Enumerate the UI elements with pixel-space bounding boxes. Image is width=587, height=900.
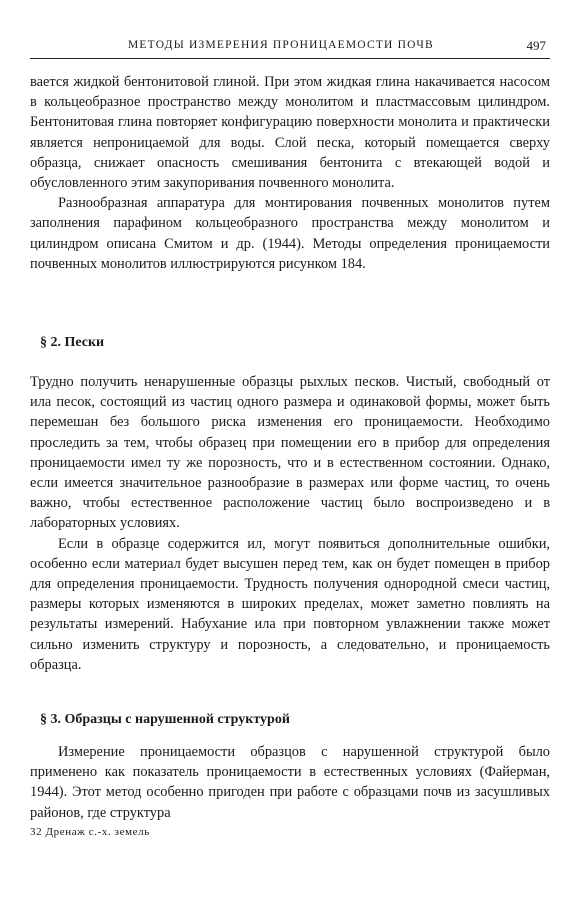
paragraph-disturbed-1: Измерение проницаемости образцов с нарушенной структурой было применено как показатель проницаемости в естественных условиях (Файерман, 1944). Этот метод особенно пригоден при работе с образцами почв из засушливых районов, где структура — [30, 744, 550, 821]
text-block-disturbed — [30, 742, 550, 823]
signature-mark: 32 Дренаж с.-х. земель — [30, 826, 150, 838]
page-number: 497 — [526, 38, 546, 53]
section-heading-disturbed-samples: § 3. Образцы с нарушенной структурой — [40, 712, 290, 727]
running-header — [30, 36, 550, 59]
running-title: МЕТОДЫ ИЗМЕРЕНИЯ ПРОНИЦАЕМОСТИ ПОЧВ — [128, 39, 434, 51]
text-block-sands — [30, 372, 550, 675]
paragraph-apparatus: Разнообразная аппаратура для монтирования почвенных монолитов путем заполнения парафином кольцеобразного пространства между монолитом и цилиндром описана Смитом и др. (1944). Методы определения проницаемости почвенных монолитов иллюстрируются рисунком 184. — [30, 195, 550, 272]
text-block-top — [30, 72, 550, 274]
section-heading-sands: § 2. Пески — [40, 335, 105, 350]
paragraph-continuation: вается жидкой бентонитовой глиной. При этом жидкая глина накачивается насосом в кольцеобразное пространство между монолитом и пластмассовым цилиндром. Бентонитовая глина повторяет конфигурацию поверхности монолита и практически является непроницаемой для воды. Слой песка, который помещается сверху образца, снижает опасность смешивания бентонита с втекающей водой и обусловленного этим закупоривания почвенного монолита. — [30, 74, 550, 192]
paragraph-sands-2: Если в образце содержится ил, могут появиться дополнительные ошибки, особенно если материал будет высушен перед тем, как он будет помещен в прибор для определения проницаемости. Трудность получения однородной смеси частиц, размеры которых изменяются в широких пределах, может заметно повлиять на результаты измерений. Набухание ила при повторном увлажнении также может сильно изменить структуру и порозность, а следовательно, и проницаемость образца. — [30, 535, 550, 673]
paragraph-sands-1: Трудно получить ненарушенные образцы рыхлых песков. Чистый, свободный от ила песок, состоящий из частиц одного размера и одинаковой формы, может быть перемешан без большого риска изменения его проницаемости. Необходимо проследить за тем, чтобы образец при помещении его в прибор для определения проницаемости имел ту же порозность, что и в естественном состоянии. Однако, если имеется значительное разнообразие в размерах или форме частиц, то очень важно, чтобы естественное расположение частиц было воспроизведено и в лабораторных условиях. — [30, 374, 550, 532]
